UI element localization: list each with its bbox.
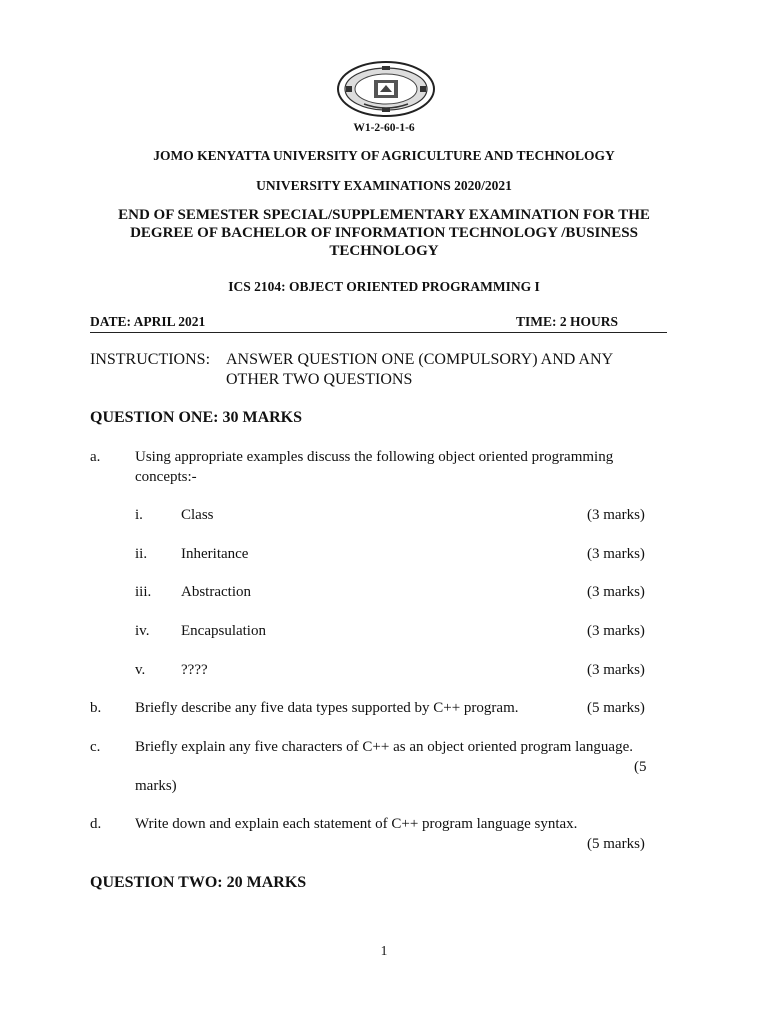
item-ii-number: ii. bbox=[135, 546, 148, 562]
question-a-line-2: concepts:- bbox=[135, 469, 197, 485]
item-iv-text: Encapsulation bbox=[181, 623, 266, 639]
question-a-line-1: Using appropriate examples discuss the following object oriented programming bbox=[135, 449, 614, 465]
page-number: 1 bbox=[380, 943, 388, 958]
question-d-label: d. bbox=[90, 816, 102, 832]
question-c-marks-part-2: marks) bbox=[135, 778, 177, 794]
item-v-text: ???? bbox=[181, 662, 208, 678]
question-two-heading: QUESTION TWO: 20 MARKS bbox=[90, 874, 307, 891]
item-v-marks: (3 marks) bbox=[587, 662, 645, 678]
question-c-label: c. bbox=[90, 739, 101, 755]
question-b-marks: (5 marks) bbox=[587, 700, 645, 716]
exam-title-line-3: TECHNOLOGY bbox=[329, 243, 439, 259]
question-b-text: Briefly describe any five data types supported by C++ program. bbox=[135, 700, 519, 716]
instructions-line-1: ANSWER QUESTION ONE (COMPULSORY) AND ANY bbox=[226, 351, 614, 368]
header-divider bbox=[90, 332, 667, 333]
item-i-text: Class bbox=[181, 507, 214, 523]
item-iii-text: Abstraction bbox=[181, 584, 251, 600]
question-one-heading: QUESTION ONE: 30 MARKS bbox=[90, 409, 303, 426]
item-i-marks: (3 marks) bbox=[587, 507, 645, 523]
exam-time: TIME: 2 HOURS bbox=[516, 314, 619, 329]
exam-title-line-2: DEGREE OF BACHELOR OF INFORMATION TECHNOLOGY /BUSINESS bbox=[130, 225, 638, 241]
item-i-number: i. bbox=[135, 507, 143, 523]
item-iii-marks: (3 marks) bbox=[587, 584, 645, 600]
question-d-marks: (5 marks) bbox=[587, 836, 645, 852]
document-code: W1-2-60-1-6 bbox=[353, 122, 415, 134]
exam-session: UNIVERSITY EXAMINATIONS 2020/2021 bbox=[256, 178, 512, 193]
item-iii-number: iii. bbox=[135, 584, 152, 600]
item-iv-marks: (3 marks) bbox=[587, 623, 645, 639]
question-c-marks-part-1: (5 bbox=[634, 759, 647, 775]
exam-title-line-1: END OF SEMESTER SPECIAL/SUPPLEMENTARY EXAMINATION FOR THE bbox=[118, 207, 650, 223]
university-name: JOMO KENYATTA UNIVERSITY OF AGRICULTURE AND TECHNOLOGY bbox=[153, 148, 615, 163]
item-v-number: v. bbox=[135, 662, 146, 678]
question-a-label: a. bbox=[90, 449, 101, 465]
question-b-label: b. bbox=[90, 700, 102, 716]
item-iv-number: iv. bbox=[135, 623, 150, 639]
question-c-text: Briefly explain any five characters of C++ as an object oriented program language. bbox=[135, 739, 633, 755]
item-ii-marks: (3 marks) bbox=[587, 546, 645, 562]
instructions-label: INSTRUCTIONS: bbox=[90, 351, 211, 368]
university-logo bbox=[336, 60, 436, 118]
question-d-text: Write down and explain each statement of C++ program language syntax. bbox=[135, 816, 578, 832]
exam-date: DATE: APRIL 2021 bbox=[90, 314, 206, 329]
course-title: ICS 2104: OBJECT ORIENTED PROGRAMMING I bbox=[228, 279, 540, 294]
item-ii-text: Inheritance bbox=[181, 546, 249, 562]
instructions-line-2: OTHER TWO QUESTIONS bbox=[226, 371, 413, 388]
